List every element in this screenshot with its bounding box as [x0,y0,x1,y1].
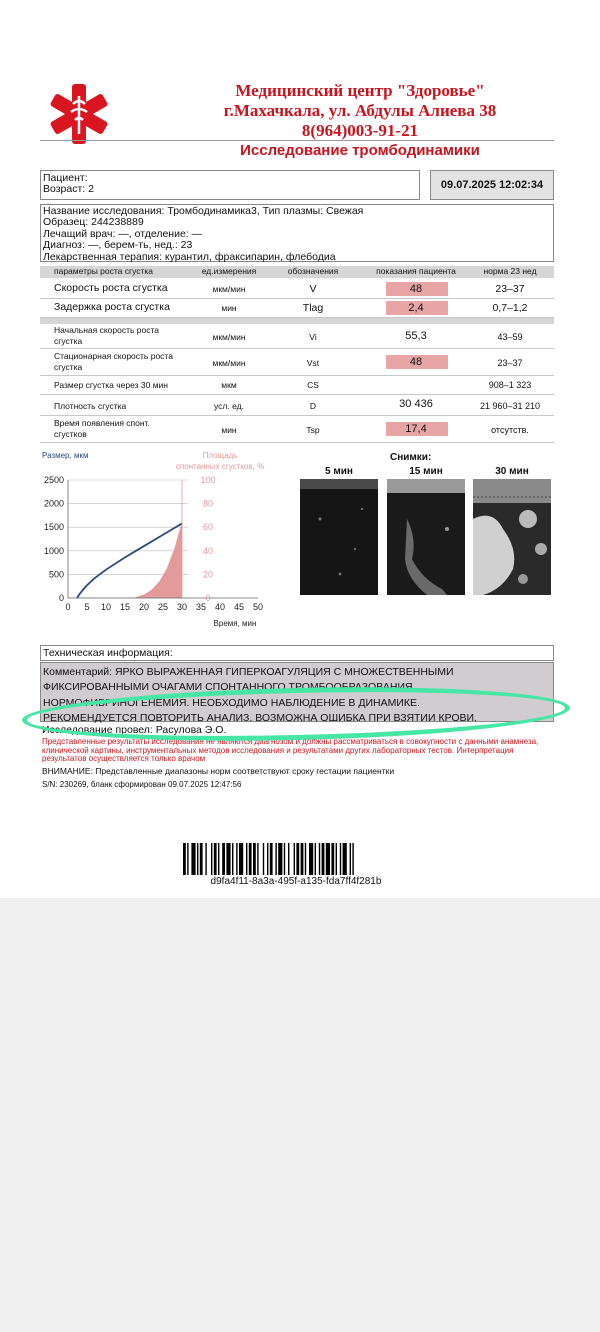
comment-line-4: РЕКОМЕНДУЕТСЯ ПОВТОРИТЬ АНАЛИЗ. ВОЗМОЖНА ОШИБКА ПРИ ВЗЯТИИ КРОВИ. [43,712,477,725]
table-row [40,349,554,376]
param-unit: мкм/мин [212,358,246,368]
signer: Исследование провел: Расулова Э.О. [42,724,227,736]
param-unit: мкм/мин [212,284,246,294]
x-tick-label: 25 [157,602,169,612]
disclaimer: Представленные результаты исследования не являются диагнозом и должны рассматриваться в совокупности с данными анамнеза, клинической картины, инструментальных методов исследования и результатами других лабораторных тестов. Интерпретация результатов осуществляется только врачом [42,737,539,763]
barcode-bar [296,843,299,875]
x-tick-label: 35 [195,602,207,612]
barcode-bar [267,843,268,875]
patient-name-label: Пациент: [43,172,88,184]
snapshot-label-30: 30 мин [495,466,529,477]
barcode-bar [205,843,206,875]
comment-line-3: НОРМОФИБРИНОГЕНЕМИЯ. НЕОБХОДИМО НАБЛЮДЕНИЕ В ДИНАМИКЕ. [43,696,420,709]
snapshot-image-30min [473,479,551,595]
y2-axis-label: спонтанных сгустков, % [175,462,265,471]
col-header-value: показания пациента [376,266,456,276]
barcode-bar [278,843,282,875]
barcode-bar [315,843,316,875]
snapshot-label-15: 15 мин [409,466,443,477]
y-tick-label: 500 [48,569,64,580]
param-code: Tsp [306,425,320,435]
x-tick-label: 50 [252,602,264,612]
snapshot-image-15min [387,479,465,595]
barcode-bar [222,843,225,875]
barcode-bar [211,843,212,875]
col-header-norm: норма 23 нед [483,266,537,276]
barcode-bar [183,843,186,875]
param-norm: 908–1 323 [488,380,532,390]
barcode-bar [214,843,217,875]
barcode [183,843,409,875]
barcode-text: d9fa4f11-8a3a-495f-a135-fda7ff4f281b [210,876,382,887]
y-axis-label: Размер, мкм [42,451,89,460]
comment-line-2: ФИКСИРОВАННЫМИ ОЧАГАМИ СПОНТАННОГО ТРОМБООБРАЗОВАНИЯ. [43,681,416,694]
param-value: 30 436 [399,398,433,410]
param-norm: 23–37 [495,283,525,295]
y-tick-label: 1500 [43,522,64,533]
clinic-address: г.Махачкала, ул. Абдулы Алиева 38 [223,101,497,120]
serial-number: S/N: 230269, бланк сформирован 09.07.2025 12:47:56 [42,780,242,789]
param-name: Стационарная скорость роста сгустка [54,351,173,372]
param-value: 17,4 [405,423,427,435]
spontaneous-clots-area [134,521,182,598]
barcode-bar [263,843,264,875]
barcode-bar [218,843,219,875]
barcode-bar [249,843,252,875]
table-row [40,299,554,318]
header-divider [40,140,554,141]
table-row [40,376,554,395]
y-tick-label: 0 [58,593,64,603]
barcode-bar [239,843,243,875]
param-code: D [309,401,317,411]
param-name: Размер сгустка через 30 мин [54,380,169,390]
warning-note: ВНИМАНИЕ: Представленные диапазоны норм соответствуют сроку гестации пациентки [42,766,395,776]
barcode-bar [309,843,313,875]
snapshot-label-5: 5 мин [325,466,353,477]
y-tick-label: 2000 [43,498,64,509]
barcode-bar [331,843,334,875]
medical-star-logo-icon [47,82,111,146]
patient-box [40,170,420,200]
param-value: 48 [409,356,423,368]
barcode-bar [319,843,320,875]
param-unit: усл. ед. [214,401,244,411]
y2-tick-label: 60 [202,522,214,533]
table-header [40,266,554,278]
barcode-bar [236,843,237,875]
param-name: Скорость роста сгустка [54,282,168,294]
y-tick-label: 1000 [43,545,64,556]
col-header-code: обозначения [287,266,339,276]
report-datetime: 09.07.2025 12:02:34 [430,170,554,200]
y2-tick-label: 100 [200,475,216,485]
param-code: Tlag [302,302,324,314]
barcode-bar [326,843,330,875]
barcode-bar [294,843,295,875]
barcode-bar [336,843,337,875]
x-tick-label: 20 [138,602,150,612]
clinic-name: Медицинский центр "Здоровье" [235,81,485,100]
barcode-bar [305,843,306,875]
clot-growth-chart [40,446,290,631]
y2-tick-label: 40 [202,545,214,556]
barcode-bar [340,843,341,875]
barcode-bar [187,843,188,875]
barcode-bar [352,843,353,875]
x-tick-label: 5 [84,602,90,612]
table-row [40,280,554,299]
barcode-bar [191,843,195,875]
barcode-bar [343,843,347,875]
snapshot-image-5min [300,479,378,595]
clinic-phone: 8(964)003-91-21 [301,121,419,140]
param-code: Vst [306,358,320,368]
param-unit: мин [221,425,237,435]
doctor-info: Лечащий врач: —, отделение: — [43,227,203,240]
param-norm: 0,7–1,2 [492,302,528,314]
x-tick-label: 45 [233,602,245,612]
param-name: Плотность сгустка [54,401,127,411]
comment-line-1: Комментарий: ЯРКО ВЫРАЖЕННАЯ ГИПЕРКОАГУЛЯЦИЯ С МНОЖЕСТВЕННЫМИ [43,666,454,678]
document-title: Исследование тромбодинамики [240,142,480,159]
barcode-bar [322,843,325,875]
barcode-bar [197,843,198,875]
table-row [40,395,554,416]
x-tick-label: 30 [176,602,188,612]
study-info-box [40,204,554,262]
barcode-bar [288,843,289,875]
param-value: 48 [409,283,423,295]
param-name: Задержка роста сгустка [54,301,170,313]
param-unit: мкм [221,380,237,390]
tech-info: Техническая информация: [40,645,554,661]
param-norm: 43–59 [497,332,523,342]
barcode-bar [226,843,230,875]
param-name: Время появления спонт. сгустков [54,418,150,439]
table-row [40,416,554,443]
patient-age-label: Возраст: 2 [43,183,94,195]
param-unit: мкм/мин [212,332,246,342]
sample-id: Образец: 244238889 [43,216,144,229]
col-header-unit: ед.измерения [201,266,257,276]
table-row [40,324,554,349]
y-tick-label: 2500 [43,475,64,485]
param-norm: 21 960–31 210 [479,401,541,411]
y2-tick-label: 80 [202,498,214,509]
param-name: Начальная скорость роста сгустка [54,325,160,346]
x-axis-label: Время, мин [213,619,257,628]
snapshots-title: Снимки: [390,452,432,463]
x-tick-label: 15 [119,602,131,612]
col-header-param: параметры роста сгустка [54,266,154,276]
param-value: 55,3 [405,330,427,342]
x-tick-label: 40 [214,602,226,612]
param-code: CS [307,380,319,390]
y2-tick-label: 20 [202,569,214,580]
barcode-bar [301,843,304,875]
param-norm: отсутств. [491,425,529,435]
diagnosis-info: Диагноз: —, берем-ть, нед.: 23 [43,239,193,252]
param-code: V [309,283,317,295]
x-tick-label: 10 [100,602,112,612]
barcode-bar [284,843,285,875]
param-unit: мин [221,303,237,313]
barcode-bar [246,843,247,875]
barcode-bar [257,843,258,875]
param-norm: 23–37 [497,358,523,368]
param-code: Vi [309,332,317,342]
param-value: 2,4 [408,302,424,314]
barcode-bar [350,843,351,875]
study-name: Название исследования: Тромбодинамика3, Тип плазмы: Свежая [43,205,364,217]
x-tick-label: 0 [65,602,71,612]
therapy-info: Лекарственная терапия: курантил, фраксипарин, флебодиа [43,250,336,263]
y2-axis-label: Площадь [202,451,238,460]
barcode-bar [270,843,273,875]
barcode-bar [200,843,203,875]
barcode-bar [253,843,256,875]
barcode-bar [275,843,276,875]
barcode-bar [232,843,233,875]
y2-tick-label: 0 [205,593,211,603]
